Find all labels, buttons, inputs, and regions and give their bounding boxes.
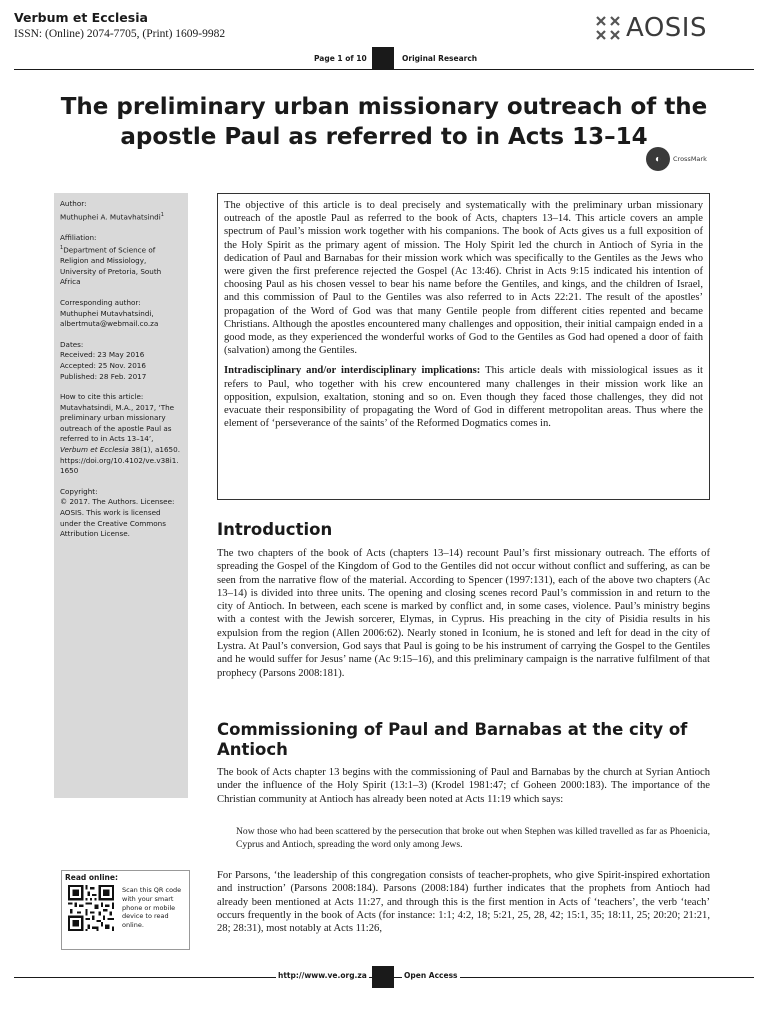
aosis-mark-icon (594, 14, 622, 42)
implications-paragraph (224, 364, 703, 430)
article-type: Original Research (402, 54, 478, 63)
publisher-name: AOSIS (626, 13, 707, 43)
read-online-box (61, 870, 190, 950)
article-info-sidebar (54, 193, 188, 798)
abstract-box (217, 193, 710, 500)
implications-label: Intradisciplinary and/or interdisciplinary implications: (224, 365, 481, 377)
citation-text[interactable]: Mutavhatsindi, M.A., 2017, ‘The preliminary urban missionary outreach of the apostle Paul as referred to in Acts 13–14’, Verbum et Ecclesia 38(1), a1650. https://doi.org/10.4102/ve.v38i1.1650 (60, 402, 180, 476)
author-group (60, 199, 182, 223)
header-rule (14, 69, 754, 70)
copyright-group (60, 487, 182, 540)
introduction-heading: Introduction (217, 520, 333, 539)
journal-name: Verbum et Ecclesia (14, 10, 148, 25)
corresponding-group (60, 298, 182, 330)
parsons-paragraph: For Parsons, ‘the leadership of this congregation consists of teacher-prophets, who give Spirit-inspired exhortation and instruction’ (Parsons 2008:184). Parsons (2008:184) further indicates that the prophets from Antioch had already been mentioned at Acts 11:27, and through this is the first mention in Acts of ‘teachers’, the verb ‘teach’ occurs frequently in the book of Acts (for instance: 1:1; 4:2, 18; 5:21, 25, 28, 42; 15:1, 35; 18:11, 25; 20:20; 21:21, 28; 28:31), most notably at Acts 11:26, (217, 870, 710, 935)
implications-text: This article deals with missiological issues as it refers to Paul, who together with his crew encountered many challenges in their mission work like an opposition, expulsion, exaltation, stoning and so on. Even though they faced those challenges, they did not evacuate their responsibility of propagating the Word of God in different metropolitan areas. Thus where the element of ‘perseverance of the saints’ of the Reformed Dogmatics comes in. (224, 365, 703, 430)
header-block (372, 47, 394, 69)
abstract-text: The objective of this article is to deal precisely and systematically with the preliminary urban missionary outreach of the apostle Paul as referred to the book of Acts, chapters 13–14. This article covers an ample spectrum of Paul’s mission work together with his companions. The book of Acts gives us a full exposition of the Holy Spirit as the primary agent of mission. The Holy Spirit led the church in Antioch of Syria in the dedication of Paul and Barnabas for their mission work which was specifically to the Gentiles as the Jews who were given the first preference rejected the Gospel (Ac 13:46). Christ in Acts 9:15 indicated his intention of choosing Paul as his chosen vessel to bear his name before the Gentiles, and kings, and the children of Israel, and this commission of Paul to the Gentiles was also referred to in Acts 22:21. The result of the apostles’ propagation of the Word of God was that many Gentile people from different cities repented and became Christians. Although the apostles encountered many challenges and opposition, their initial campaign ended in a good mode, as they experienced the wonderful works of God to the Gentiles as God had opened a door of faith (salvation) among the Gentiles. (224, 200, 703, 357)
publisher-logo[interactable] (594, 12, 754, 44)
copyright-text: © 2017. The Authors. Licensee: AOSIS. This work is licensed under the Creative Commons Attribution License. (60, 497, 175, 539)
dates-label: Dates: (60, 339, 84, 349)
date-published: Published: 28 Feb. 2017 (60, 371, 147, 381)
article-title: The preliminary urban missionary outreach of the apostle Paul as referred to in Acts 13–14 (60, 94, 708, 150)
page-number: Page 1 of 10 (314, 54, 367, 63)
citation-group (60, 392, 182, 477)
crossmark-label: CrossMark (673, 155, 707, 163)
corresponding-name: Muthuphei Mutavhatsindi, (60, 308, 154, 318)
journal-url-link[interactable]: http://www.ve.org.za (278, 971, 367, 980)
commissioning-heading: Commissioning of Paul and Barnabas at the city of Antioch (217, 720, 688, 759)
read-online-title: Read online: (65, 873, 118, 882)
author-label: Author: (60, 199, 87, 208)
corresponding-label: Corresponding author: (60, 297, 141, 307)
dates-group (60, 340, 182, 382)
issn: ISSN: (Online) 2074-7705, (Print) 1609-9982 (14, 28, 226, 40)
affiliation-text: $^1$Department of Science of Religion and Missiology, University of Pretoria, South Africa (60, 245, 162, 287)
corresponding-email[interactable]: albertmuta@webmail.co.za (60, 319, 159, 329)
author-name: Muthuphei A. Mutavhatsindi$^1$ (60, 211, 164, 221)
qr-code-icon[interactable] (68, 885, 114, 931)
open-access-label: Open Access (404, 971, 458, 980)
qr-description: Scan this QR code with your smart phone or mobile device to read online. (122, 886, 182, 930)
citation-label: How to cite this article: (60, 392, 144, 402)
block-quote: Now those who had been scattered by the persecution that broke out when Stephen was killed travelled as far as Phoenicia, Cyprus and Antioch, spreading the word only among Jews. (236, 826, 710, 850)
affiliation-label: Affiliation: (60, 232, 97, 242)
date-accepted: Accepted: 25 Nov. 2016 (60, 360, 146, 370)
commissioning-paragraph: The book of Acts chapter 13 begins with the commissioning of Paul and Barnabas by the church at Syrian Antioch under the influence of the Holy Spirit (13:1–3) (Krodel 1981:47; cf Goheen 2000:183). The importance of the Christian community at Antioch has already been noted at Acts 11:19 which says: (217, 767, 710, 805)
date-received: Received: 23 May 2016 (60, 350, 145, 360)
copyright-label: Copyright: (60, 486, 98, 496)
footer-block (372, 966, 394, 988)
introduction-paragraph: The two chapters of the book of Acts (chapters 13–14) recount Paul’s first missionary outreach. The efforts of spreading the Gospel of the Kingdom of God to the Gentiles did not occur without conflict and suffering, as can be seen from the narrative flow of the material. According to Spencer (1997:131), each of the above two chapters (Ac 13–14) is divided into three units. The opening and closing scenes record Paul’s commission in and return to the city of Antioch. In between, each scene is marked by conflict and, in some cases, violence. Paul’s ministry begins with a contest with the Jewish sorcerer, Elymas, in Cyprus. His preaching in the city of Pisidia results in his expulsion from the region (Allen 2006:62). Nearly stoned in Iconium, he is stoned and left for dead in the city of Lystra. At Paul’s conversion, God says that Paul is going to be his instrument of carrying the Gospel to the Gentiles and he would suffer for Jesus’ name (Ac 9:15–16), and this preliminary campaign is the narrative fulfilment of that prophecy (Parsons 2008:181). (217, 548, 710, 679)
crossmark-icon: ◐ (646, 147, 670, 171)
crossmark-badge[interactable] (646, 146, 708, 172)
affiliation-group (60, 233, 182, 288)
